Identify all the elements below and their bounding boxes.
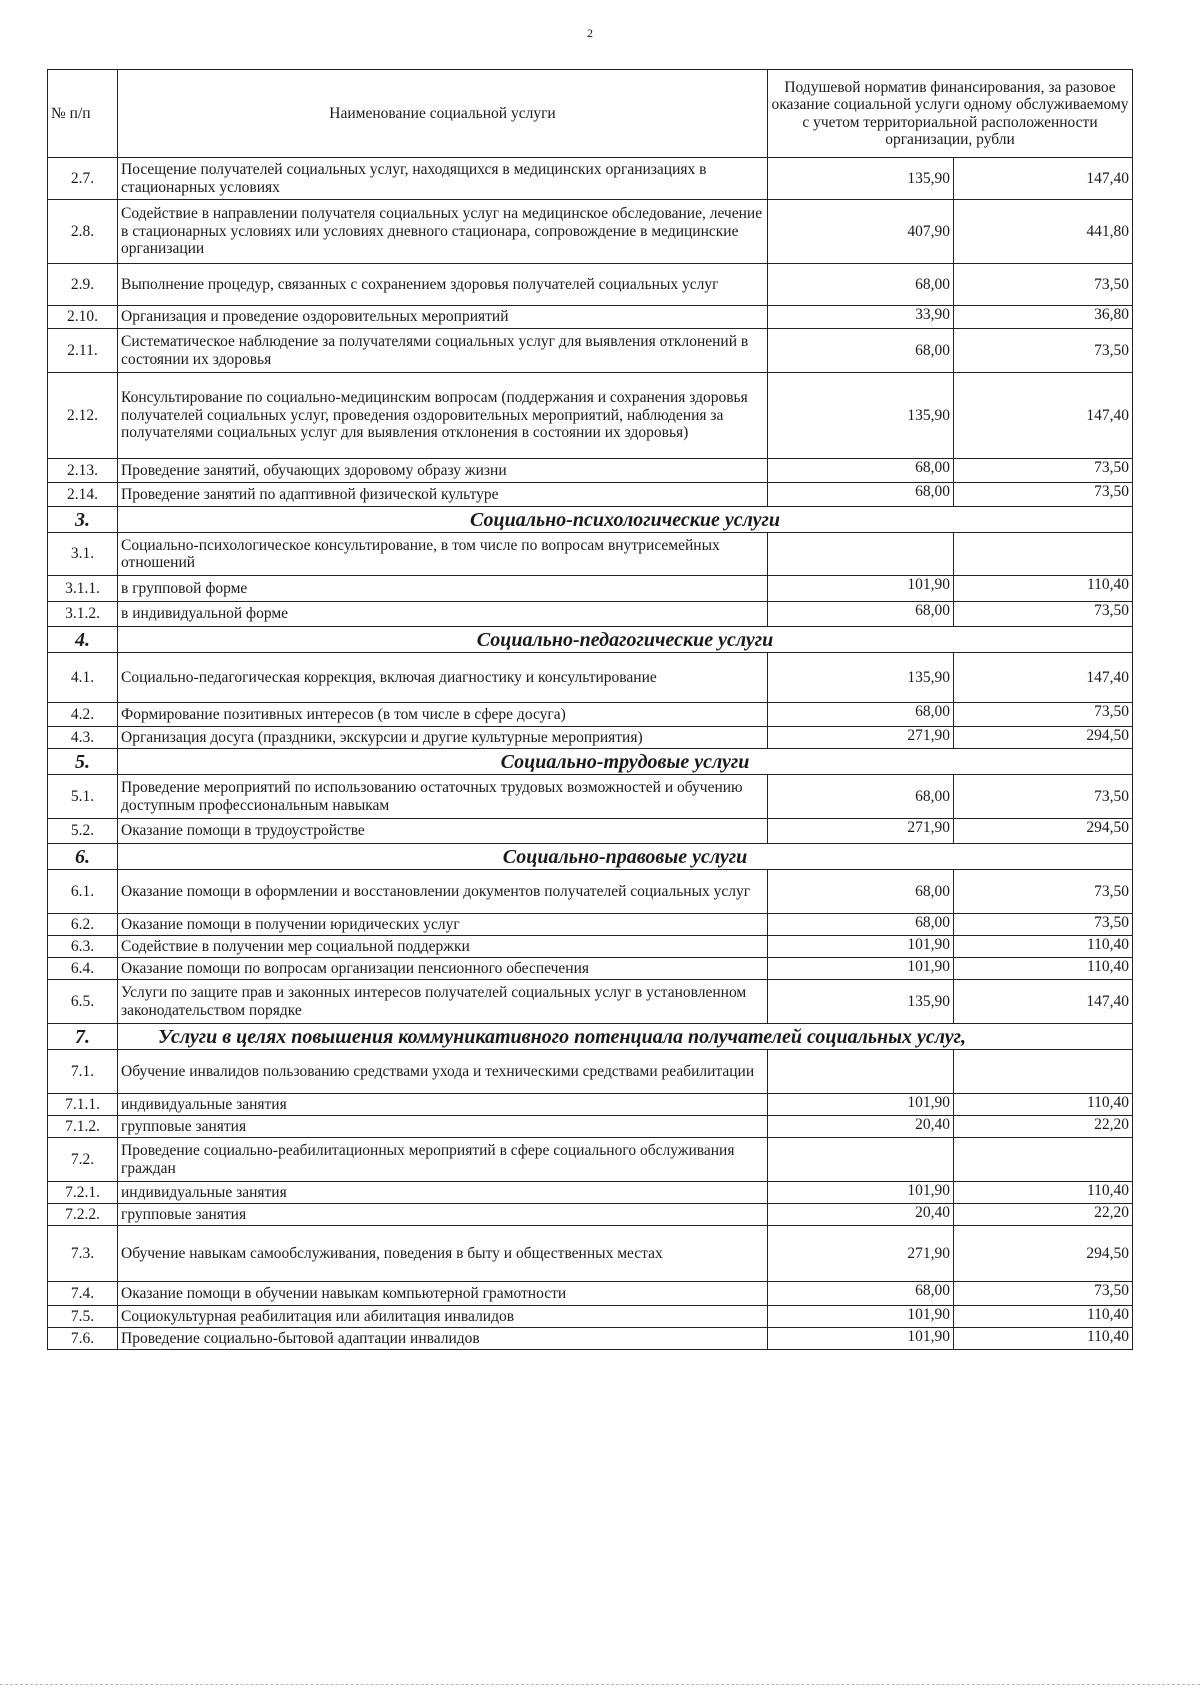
section-row [48, 844, 1133, 870]
row-num: 3.1. [48, 533, 118, 576]
row-name: Оказание помощи в получении юридических услуг [118, 914, 768, 936]
table-row [48, 306, 1133, 329]
table-row [48, 200, 1133, 264]
row-norm-value-1 [768, 1138, 954, 1182]
table-row [48, 958, 1133, 980]
row-num: 7.2.1. [48, 1182, 118, 1204]
section-title: Социально-психологические услуги [118, 507, 1133, 533]
row-name: Проведение занятий, обучающих здоровому образу жизни [118, 459, 768, 483]
table-row [48, 1306, 1133, 1328]
row-norm-value-1: 68,00 [768, 602, 954, 627]
row-num: 2.11. [48, 329, 118, 373]
table-row [48, 1282, 1133, 1306]
row-norm-value-1: 101,90 [768, 1328, 954, 1350]
table-row [48, 1094, 1133, 1116]
row-num: 2.7. [48, 158, 118, 200]
section-title: Социально-трудовые услуги [118, 749, 1133, 775]
row-norm-value-2 [954, 1050, 1133, 1094]
row-norm-value-2: 147,40 [954, 980, 1133, 1024]
section-title: Услуги в целях повышения коммуникативного потенциала получателей социальных услуг, [118, 1024, 1133, 1050]
row-name: Социокультурная реабилитация или абилитация инвалидов [118, 1306, 768, 1328]
row-norm-value-2: 147,40 [954, 158, 1133, 200]
row-num: 7.4. [48, 1282, 118, 1306]
row-norm-value-1: 101,90 [768, 1306, 954, 1328]
table-row [48, 264, 1133, 306]
table-row [48, 870, 1133, 914]
row-name: индивидуальные занятия [118, 1094, 768, 1116]
row-name: Формирование позитивных интересов (в том числе в сфере досуга) [118, 703, 768, 727]
table-body [48, 158, 1133, 1350]
row-name: в индивидуальной форме [118, 602, 768, 627]
table-row [48, 1116, 1133, 1138]
section-row [48, 1024, 1133, 1050]
section-row [48, 507, 1133, 533]
table-row [48, 158, 1133, 200]
row-norm-value-1: 20,40 [768, 1204, 954, 1226]
page-number: 2 [587, 26, 593, 40]
row-norm-value-2: 73,50 [954, 264, 1133, 306]
row-name: Оказание помощи в оформлении и восстановлении документов получателей социальных услуг [118, 870, 768, 914]
row-name: Систематическое наблюдение за получателями социальных услуг для выявления отклонений в состоянии их здоровья [118, 329, 768, 373]
row-norm-value-2: 73,50 [954, 329, 1133, 373]
row-norm-value-2: 147,40 [954, 653, 1133, 703]
row-name: Организация досуга (праздники, экскурсии и другие культурные мероприятия) [118, 727, 768, 749]
row-name: групповые занятия [118, 1204, 768, 1226]
row-name: Социально-психологическое консультирование, в том числе по вопросам внутрисемейных отношений [118, 533, 768, 576]
row-name: Организация и проведение оздоровительных мероприятий [118, 306, 768, 329]
section-row [48, 627, 1133, 653]
row-num: 7.1.1. [48, 1094, 118, 1116]
row-norm-value-2: 294,50 [954, 819, 1133, 844]
table-row [48, 576, 1133, 602]
section-num: 3. [48, 507, 118, 533]
section-title: Социально-правовые услуги [118, 844, 1133, 870]
row-name: Содействие в направлении получателя социальных услуг на медицинское обследование, лечение в стационарных условиях или условиях дневного стационара, сопровождение в медицинские организации [118, 200, 768, 264]
row-name: Оказание помощи в трудоустройстве [118, 819, 768, 844]
row-norm-value-2: 110,40 [954, 1328, 1133, 1350]
row-norm-value-2: 110,40 [954, 576, 1133, 602]
row-norm-value-1: 135,90 [768, 373, 954, 459]
row-num: 6.5. [48, 980, 118, 1024]
table-row [48, 602, 1133, 627]
row-name: в групповой форме [118, 576, 768, 602]
row-norm-value-2: 36,80 [954, 306, 1133, 329]
row-norm-value-2: 147,40 [954, 373, 1133, 459]
row-norm-value-1: 101,90 [768, 576, 954, 602]
table-header-row [48, 70, 1133, 158]
row-norm-value-1: 68,00 [768, 329, 954, 373]
row-name: Оказание помощи по вопросам организации пенсионного обеспечения [118, 958, 768, 980]
table-row [48, 703, 1133, 727]
row-norm-value-2: 73,50 [954, 483, 1133, 507]
row-num: 7.6. [48, 1328, 118, 1350]
table-row [48, 653, 1133, 703]
row-name: Консультирование по социально-медицинским вопросам (поддержания и сохранения здоровья получателей социальных услуг, проведения оздоровительных мероприятий, наблюдения за получателями социальных услуг для выявления отклонения в состоянии их здоровья) [118, 373, 768, 459]
row-num: 3.1.2. [48, 602, 118, 627]
section-num: 7. [48, 1024, 118, 1050]
row-norm-value-2: 110,40 [954, 1094, 1133, 1116]
row-norm-value-1: 271,90 [768, 1226, 954, 1282]
table-row [48, 936, 1133, 958]
row-norm-value-1: 101,90 [768, 1182, 954, 1204]
table-row [48, 533, 1133, 576]
row-name: Проведение социально-бытовой адаптации инвалидов [118, 1328, 768, 1350]
row-num: 7.1. [48, 1050, 118, 1094]
row-num: 2.10. [48, 306, 118, 329]
row-norm-value-1: 407,90 [768, 200, 954, 264]
section-num: 6. [48, 844, 118, 870]
row-num: 6.3. [48, 936, 118, 958]
row-num: 7.5. [48, 1306, 118, 1328]
table-row [48, 329, 1133, 373]
row-norm-value-2: 73,50 [954, 914, 1133, 936]
row-num: 4.3. [48, 727, 118, 749]
row-norm-value-2 [954, 533, 1133, 576]
row-num: 5.2. [48, 819, 118, 844]
table-row [48, 483, 1133, 507]
section-num: 4. [48, 627, 118, 653]
scan-edge [0, 1684, 1200, 1685]
table-row [48, 1328, 1133, 1350]
row-norm-value-1: 68,00 [768, 775, 954, 819]
row-norm-value-1: 33,90 [768, 306, 954, 329]
row-num: 2.8. [48, 200, 118, 264]
row-norm-value-2: 110,40 [954, 1306, 1133, 1328]
row-norm-value-1: 271,90 [768, 727, 954, 749]
table-row [48, 775, 1133, 819]
row-norm-value-2 [954, 1138, 1133, 1182]
row-num: 7.2.2. [48, 1204, 118, 1226]
table-row [48, 980, 1133, 1024]
table-row [48, 819, 1133, 844]
row-norm-value-1: 135,90 [768, 158, 954, 200]
row-norm-value-1: 271,90 [768, 819, 954, 844]
row-num: 6.2. [48, 914, 118, 936]
row-norm-value-2: 73,50 [954, 775, 1133, 819]
row-norm-value-2: 73,50 [954, 602, 1133, 627]
row-norm-value-1: 68,00 [768, 459, 954, 483]
row-name: Социально-педагогическая коррекция, включая диагностику и консультирование [118, 653, 768, 703]
table-row [48, 1204, 1133, 1226]
row-num: 5.1. [48, 775, 118, 819]
row-num: 2.13. [48, 459, 118, 483]
row-norm-value-1: 68,00 [768, 483, 954, 507]
table-row [48, 727, 1133, 749]
row-norm-value-2: 110,40 [954, 936, 1133, 958]
row-name: Проведение занятий по адаптивной физической культуре [118, 483, 768, 507]
row-name: Содействие в получении мер социальной поддержки [118, 936, 768, 958]
row-norm-value-2: 73,50 [954, 870, 1133, 914]
row-norm-value-1: 135,90 [768, 653, 954, 703]
row-num: 3.1.1. [48, 576, 118, 602]
row-name: Оказание помощи в обучении навыкам компьютерной грамотности [118, 1282, 768, 1306]
row-num: 2.12. [48, 373, 118, 459]
row-norm-value-1: 68,00 [768, 914, 954, 936]
row-norm-value-2: 110,40 [954, 1182, 1133, 1204]
row-norm-value-2: 73,50 [954, 459, 1133, 483]
row-name: Проведение социально-реабилитационных мероприятий в сфере социального обслуживания граждан [118, 1138, 768, 1182]
row-name: Обучение инвалидов пользованию средствами ухода и техническими средствами реабилитации [118, 1050, 768, 1094]
row-norm-value-1: 101,90 [768, 958, 954, 980]
row-norm-value-1: 20,40 [768, 1116, 954, 1138]
row-num: 7.1.2. [48, 1116, 118, 1138]
row-norm-value-2: 110,40 [954, 958, 1133, 980]
row-num: 6.1. [48, 870, 118, 914]
row-name: Услуги по защите прав и законных интересов получателей социальных услуг в установленном законодательством порядке [118, 980, 768, 1024]
row-name: Посещение получателей социальных услуг, находящихся в медицинских организациях в стационарных условиях [118, 158, 768, 200]
table-row [48, 459, 1133, 483]
section-title: Социально-педагогические услуги [118, 627, 1133, 653]
row-num: 4.1. [48, 653, 118, 703]
scan-mark [1178, 1110, 1182, 1116]
table-row [48, 1138, 1133, 1182]
row-name: индивидуальные занятия [118, 1182, 768, 1204]
header-num: № п/п [48, 70, 118, 158]
row-norm-value-1: 68,00 [768, 1282, 954, 1306]
row-norm-value-1: 68,00 [768, 703, 954, 727]
row-norm-value-1: 101,90 [768, 1094, 954, 1116]
row-name: Выполнение процедур, связанных с сохранением здоровья получателей социальных услуг [118, 264, 768, 306]
row-num: 2.14. [48, 483, 118, 507]
row-norm-value-2: 73,50 [954, 1282, 1133, 1306]
row-norm-value-1 [768, 1050, 954, 1094]
row-name: Обучение навыкам самообслуживания, поведения в быту и общественных местах [118, 1226, 768, 1282]
row-num: 7.2. [48, 1138, 118, 1182]
header-name: Наименование социальной услуги [118, 70, 768, 158]
row-norm-value-1: 101,90 [768, 936, 954, 958]
table-row [48, 1182, 1133, 1204]
row-norm-value-2: 441,80 [954, 200, 1133, 264]
row-norm-value-1: 68,00 [768, 870, 954, 914]
table-row [48, 373, 1133, 459]
row-num: 6.4. [48, 958, 118, 980]
services-table [47, 69, 1133, 1350]
row-norm-value-2: 22,20 [954, 1116, 1133, 1138]
row-norm-value-1: 68,00 [768, 264, 954, 306]
row-norm-value-1: 135,90 [768, 980, 954, 1024]
row-norm-value-2: 294,50 [954, 727, 1133, 749]
row-name: групповые занятия [118, 1116, 768, 1138]
section-num: 5. [48, 749, 118, 775]
row-num: 7.3. [48, 1226, 118, 1282]
table-row [48, 1226, 1133, 1282]
header-norm: Подушевой норматив финансирования, за разовое оказание социальной услуги одному обслуживаемому с учетом территориальной расположенности организации, рубли [768, 70, 1133, 158]
row-num: 2.9. [48, 264, 118, 306]
section-row [48, 749, 1133, 775]
row-name: Проведение мероприятий по использованию остаточных трудовых возможностей и обучению доступным профессиональным навыкам [118, 775, 768, 819]
row-norm-value-2: 73,50 [954, 703, 1133, 727]
row-norm-value-1 [768, 533, 954, 576]
table-row [48, 914, 1133, 936]
row-norm-value-2: 22,20 [954, 1204, 1133, 1226]
row-num: 4.2. [48, 703, 118, 727]
row-norm-value-2: 294,50 [954, 1226, 1133, 1282]
table-row [48, 1050, 1133, 1094]
